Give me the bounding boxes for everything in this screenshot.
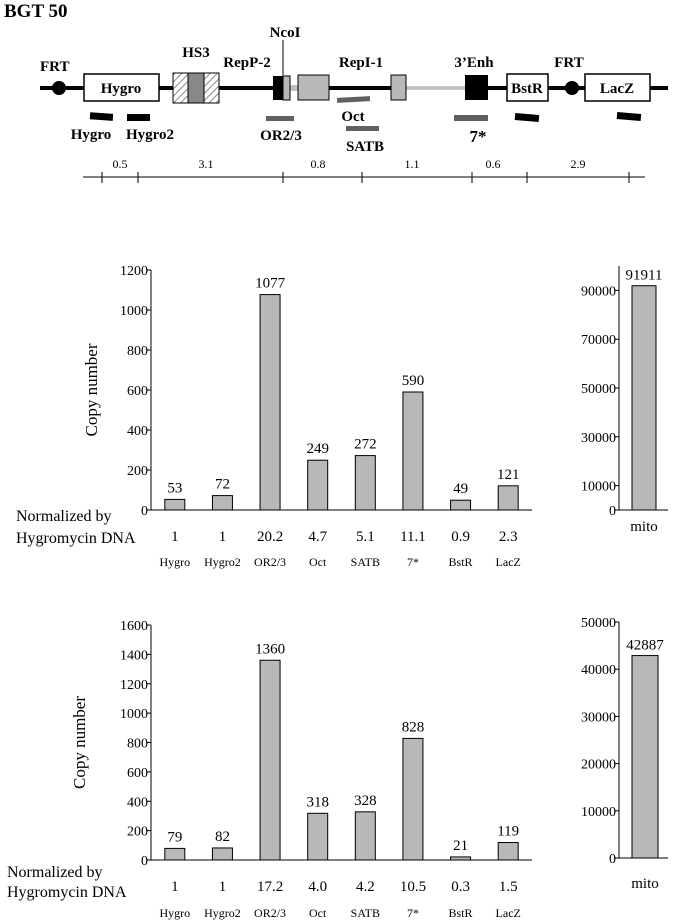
- probe-hygro2-mark: [127, 114, 150, 121]
- bstr-gene-label: BstR: [511, 81, 543, 97]
- normalized-value: 1: [171, 529, 179, 545]
- frt-right-label: FRT: [554, 55, 584, 71]
- bar-or23: [260, 295, 280, 510]
- bar-value-label: 82: [214, 828, 230, 845]
- probe-satb-mark: [346, 126, 379, 131]
- bar-value-label: 1360: [255, 641, 286, 658]
- enhancer-label: 3’Enh: [454, 55, 494, 71]
- y-tick-label: 800: [127, 736, 148, 752]
- scale-label: 3.1: [198, 157, 214, 171]
- probe-7-label: 7*: [469, 127, 487, 146]
- scale-label: 0.5: [112, 157, 128, 171]
- enhancer-block: [465, 75, 488, 100]
- bar-value-label: 21: [453, 837, 469, 854]
- x-tick-label: Oct: [309, 555, 327, 569]
- bar-value-label: 119: [497, 823, 520, 840]
- y-tick-label: 30000: [581, 430, 616, 446]
- bar-hygro: [165, 499, 185, 510]
- repp2-label: RepP-2: [223, 55, 271, 71]
- bar-value-label: 53: [167, 480, 183, 497]
- y-tick-label: 10000: [581, 804, 616, 820]
- y-tick-label: 1200: [120, 264, 148, 279]
- normalized-value: 1: [171, 879, 179, 895]
- bar-value-label: 249: [306, 441, 329, 458]
- bar-value-label: 272: [354, 436, 377, 453]
- y-tick-label: 1000: [120, 707, 148, 723]
- bar-satb: [355, 456, 375, 510]
- hs3-element-left: [173, 73, 188, 103]
- y-axis-label: Copy number: [82, 343, 101, 437]
- bar-7: [403, 738, 423, 860]
- x-tick-label: BstR: [448, 555, 473, 569]
- normalized-value: 20.2: [256, 529, 284, 545]
- normalized-value: 4.0: [308, 879, 328, 895]
- bar-bstr: [451, 857, 471, 860]
- x-tick-label: Hygro2: [204, 555, 241, 569]
- bar-value-label: 49: [453, 481, 469, 498]
- bar-lacz: [498, 843, 518, 860]
- y-tick-label: 90000: [581, 284, 616, 300]
- probe-hygro-label: Hygro: [70, 127, 112, 143]
- bar-value-label: 590: [401, 373, 425, 389]
- y-tick-label: 10000: [581, 479, 616, 495]
- y-tick-label: 0: [141, 504, 148, 519]
- x-tick-label: BstR: [448, 906, 473, 920]
- bar-value-label: 1077: [255, 275, 286, 292]
- scale-label: 0.8: [310, 157, 326, 171]
- normalized-label-line1: Normalized by: [16, 508, 112, 525]
- x-tick-label: 7*: [406, 555, 419, 569]
- hs3-label: HS3: [182, 45, 210, 61]
- normalized-value: 1.5: [498, 879, 518, 895]
- y-tick-label: 20000: [581, 757, 616, 773]
- x-tick-label: LacZ: [495, 555, 521, 569]
- probe-lacz-mark: [617, 112, 642, 121]
- figure-title: BGT 50: [4, 1, 68, 22]
- bar-value-label: 42887: [626, 637, 664, 654]
- bar-7: [403, 392, 423, 510]
- probe-oct-mark: [337, 96, 370, 103]
- chart-top-main: [16, 264, 532, 569]
- y-tick-label: 50000: [581, 382, 616, 397]
- y-tick-label: 30000: [581, 710, 616, 726]
- y-tick-label: 1000: [120, 304, 148, 319]
- x-tick-label: Hygro: [159, 906, 191, 920]
- hs3-element-right: [204, 73, 219, 103]
- y-tick-label: 200: [127, 464, 148, 479]
- bar-bstr: [451, 500, 471, 510]
- frt-right-site: [565, 81, 579, 95]
- scale-label: 1.1: [404, 157, 420, 171]
- bar-oct: [308, 460, 328, 510]
- normalized-value: 1: [218, 879, 227, 895]
- ncoi-label: NcoI: [269, 25, 301, 41]
- bar-value-label: 121: [496, 466, 520, 483]
- repp2-gray-block: [283, 76, 290, 100]
- x-tick-label: mito: [631, 876, 659, 892]
- y-tick-label: 800: [127, 344, 148, 359]
- repi1-label: RepI-1: [338, 55, 384, 71]
- probe-7-mark: [454, 115, 488, 121]
- probe-bstr-mark: [515, 113, 540, 122]
- bar-value-label: 72: [214, 476, 230, 493]
- normalized-value: 17.2: [256, 879, 284, 895]
- construct-map: [40, 25, 668, 183]
- repp2-block: [273, 76, 283, 100]
- normalized-value: 10.5: [399, 879, 427, 895]
- bar-value-label: 328: [354, 792, 377, 809]
- normalized-label-line2: Hygromycin DNA: [16, 530, 136, 547]
- chart-bottom-main: [7, 619, 532, 920]
- bar-or23: [260, 660, 280, 860]
- chart-bottom-mito: [581, 616, 668, 892]
- x-tick-label: OR2/3: [254, 555, 287, 569]
- normalized-value: 2.3: [498, 529, 518, 545]
- frt-left-label: FRT: [40, 59, 70, 75]
- hygro-gene-label: Hygro: [100, 81, 142, 97]
- hs3-element-core: [188, 73, 204, 103]
- y-tick-label: 600: [127, 765, 148, 781]
- y-tick-label: 400: [127, 795, 148, 811]
- bar-hygro2: [212, 496, 232, 510]
- y-tick-label: 0: [609, 852, 616, 867]
- normalized-value: 4.2: [355, 879, 375, 895]
- bar-mito: [632, 286, 656, 510]
- normalized-value: 1: [218, 529, 227, 545]
- bar-lacz: [498, 486, 518, 510]
- y-tick-label: 0: [141, 854, 148, 869]
- normalized-value: 5.1: [355, 529, 375, 545]
- normalized-label-line1: Normalized by: [7, 864, 103, 881]
- y-tick-label: 50000: [581, 616, 616, 631]
- x-tick-label: OR2/3: [254, 906, 287, 920]
- lacz-gene-label: LacZ: [599, 81, 635, 97]
- bar-hygro2: [212, 848, 232, 860]
- y-axis-label: Copy number: [70, 695, 89, 790]
- normalized-value: 0.3: [451, 879, 470, 895]
- normalized-value: 11.1: [400, 529, 426, 545]
- frt-left-site: [52, 81, 66, 95]
- y-tick-label: 70000: [581, 333, 616, 349]
- normalized-value: 0.9: [451, 529, 470, 545]
- bar-hygro: [165, 848, 185, 860]
- y-tick-label: 0: [609, 504, 616, 519]
- bar-value-label: 828: [401, 719, 425, 736]
- probe-satb-label: SATB: [345, 139, 385, 155]
- probe-hygro2-label: Hygro2: [125, 127, 175, 143]
- x-tick-label: SATB: [350, 555, 380, 569]
- chart-top-mito: [581, 266, 668, 535]
- y-tick-label: 400: [127, 424, 148, 439]
- bar-value-label: 318: [306, 794, 329, 811]
- bar-satb: [355, 812, 375, 860]
- y-tick-label: 40000: [581, 663, 616, 679]
- repi1-block-left: [298, 75, 329, 100]
- x-tick-label: LacZ: [495, 906, 521, 920]
- normalized-label-line2: Hygromycin DNA: [7, 884, 127, 901]
- x-tick-label: Hygro: [159, 555, 191, 569]
- probe-oct-label: Oct: [341, 109, 365, 125]
- scale-label: 2.9: [570, 157, 586, 171]
- scale-label: 0.6: [485, 157, 501, 171]
- y-tick-label: 600: [127, 384, 148, 399]
- repi1-block-right: [391, 75, 406, 100]
- y-tick-label: 1600: [120, 619, 148, 634]
- probe-hygro-mark: [90, 112, 113, 121]
- bar-oct: [308, 813, 328, 860]
- bar-value-label: 91911: [625, 267, 663, 284]
- x-tick-label: 7*: [406, 906, 419, 920]
- x-tick-label: Hygro2: [204, 906, 241, 920]
- probe-or23-label: OR2/3: [260, 128, 302, 144]
- x-tick-label: Oct: [309, 906, 327, 920]
- x-tick-label: mito: [630, 519, 658, 535]
- bar-value-label: 79: [167, 829, 183, 846]
- y-tick-label: 200: [127, 824, 148, 840]
- y-tick-label: 1200: [120, 677, 148, 693]
- x-tick-label: SATB: [350, 906, 380, 920]
- normalized-value: 4.7: [308, 529, 328, 545]
- probe-or23-mark: [266, 116, 294, 121]
- bar-mito: [632, 656, 658, 858]
- y-tick-label: 1400: [120, 648, 148, 664]
